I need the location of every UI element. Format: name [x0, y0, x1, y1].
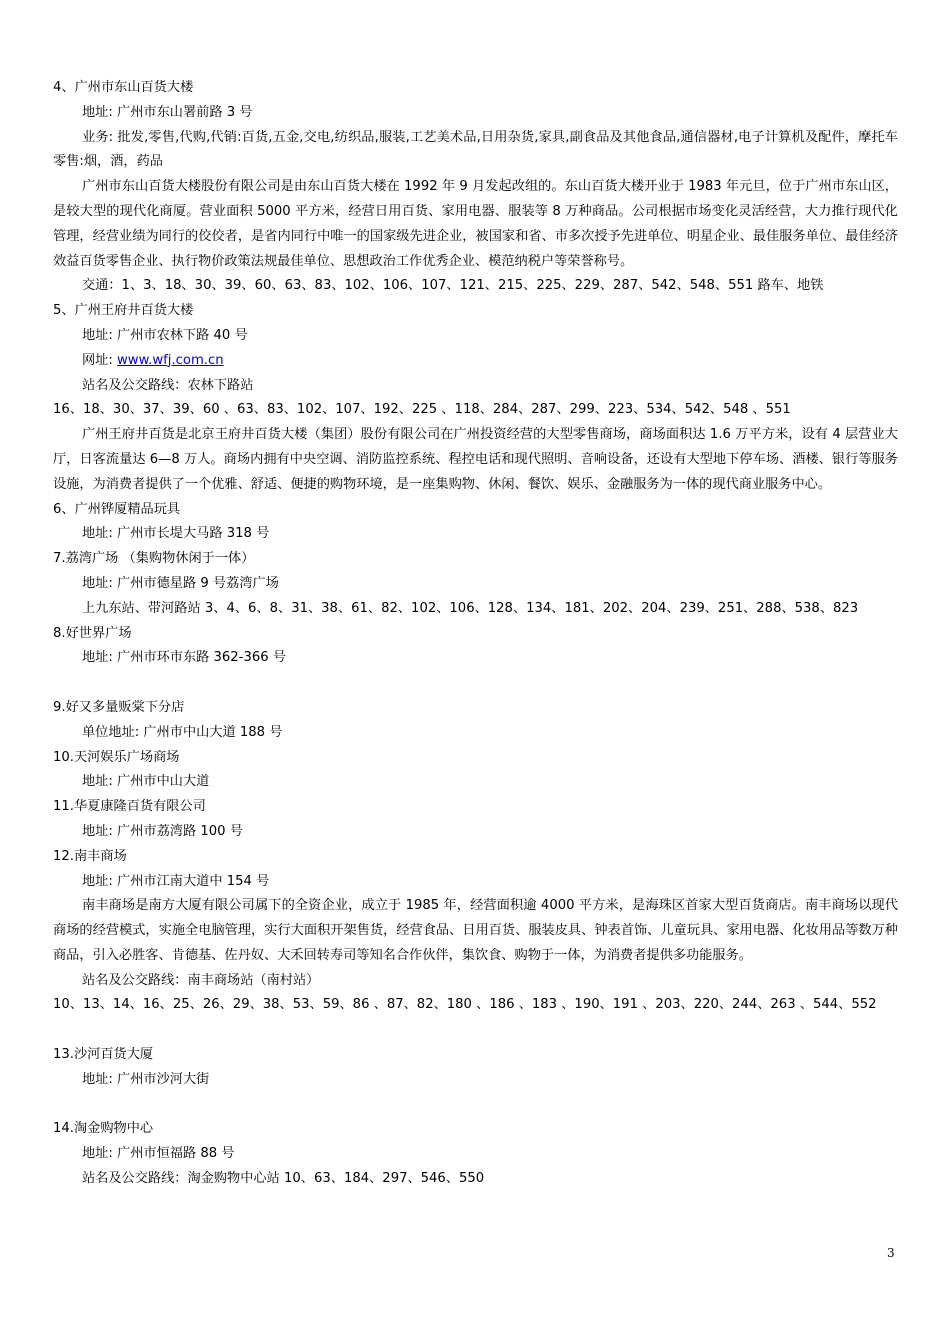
entry-heading: 11.华夏康隆百货有限公司: [53, 799, 206, 815]
entry-station: 站名及公交路线：南丰商场站（南村站）: [82, 972, 320, 988]
entry-transport: 交通：1、3、18、30、39、60、63、83、102、106、107、121、215、225、229、287、542、548、551 路车、地铁: [82, 278, 824, 294]
website-link[interactable]: www.wfj.com.cn: [117, 352, 224, 368]
website-label: 网址:: [82, 352, 118, 368]
entry-heading: 10.天河娱乐广场商场: [53, 749, 180, 765]
entry-address: 地址: 广州市荔湾路 100 号: [82, 823, 243, 839]
entry-address: 地址: 广州市农林下路 40 号: [82, 327, 248, 343]
entry-routes: 10、13、14、16、25、26、29、38、53、59、86 、87、82、180 、186 、183 、190、191 、203、220、244、263 、544、552: [53, 997, 877, 1013]
entry-routes: 16、18、30、37、39、60 、63、83、102、107、192、225 、118、284、287、299、223、534、542、548 、551: [53, 402, 791, 418]
entry-address: 单位地址: 广州市中山大道 188 号: [82, 724, 283, 740]
entry-heading: 7.荔湾广场 （集购物休闲于一体）: [53, 551, 255, 567]
entry-heading: 8.好世界广场: [53, 625, 132, 641]
entry-heading: 13.沙河百货大厦: [53, 1047, 154, 1063]
entry-address: 地址: 广州市德星路 9 号荔湾广场: [82, 575, 279, 591]
spacer: [53, 1093, 898, 1118]
entry-heading: 6、广州铧厦精品玩具: [53, 501, 181, 517]
entry-address: 地址: 广州市环市东路 362-366 号: [82, 650, 286, 666]
entry-heading: 4、广州市东山百货大楼: [53, 80, 194, 95]
entry-routes: 上九东站、带河路站 3、4、6、8、31、38、61、82、102、106、128、134、181、202、204、239、251、288、538、823: [82, 600, 859, 616]
entry-heading: 12.南丰商场: [53, 848, 127, 864]
entry-business: 业务: 批发,零售,代购,代销:百货,五金,交电,纺织品,服装,工艺美术品,日用杂货,家具,副食品及其他食品,通信器材,电子计算机及配件，摩托车零售:烟，酒，药品: [53, 129, 898, 170]
entry-description: 南丰商场是南方大厦有限公司属下的全资企业，成立于 1985 年，经营面积逾 4000 平方米，是海珠区首家大型百货商店。南丰商场以现代商场的经营模式，实施全电脑管理，实行大面积开架售货，经营食品、日用百货、服装皮具、钟表首饰、儿童玩具、家用电器、化妆用品等数万种商品，引入必胜客、肯德基、佐丹奴、大禾回转寿司等知名合作伙伴，集饮食、购物于一体，为消费者提供多功能服务。: [53, 898, 898, 963]
entry-address: 地址: 广州市东山署前路 3 号: [82, 104, 253, 120]
page-number: 3: [887, 1246, 895, 1260]
entry-description: 广州王府井百货是北京王府井百货大楼（集团）股份有限公司在广州投资经营的大型零售商场，商场面积达 1.6 万平方米，设有 4 层营业大厅，日客流量达 6—8 万人。商场内拥有中央空调、消防监控系统、程控电话和现代照明、音响设备，还设有大型地下停车场、酒楼、银行等服务设施，为消费者提供了一个优雅、舒适、便捷的购物环境，是一座集购物、休闲、餐饮、娱乐、金融服务为一体的现代商业服务中心。: [53, 427, 898, 492]
entry-address: 地址: 广州市沙河大街: [82, 1071, 210, 1087]
entry-address: 地址: 广州市中山大道: [82, 774, 210, 790]
entry-heading: 5、广州王府井百货大楼: [53, 303, 194, 319]
spacer: [53, 671, 898, 696]
entry-address: 地址: 广州市江南大道中 154 号: [82, 873, 270, 889]
entry-station: 站名及公交路线：淘金购物中心站 10、63、184、297、546、550: [82, 1171, 485, 1187]
entry-address: 地址: 广州市长堤大马路 318 号: [82, 526, 270, 542]
entry-address: 地址: 广州市恒福路 88 号: [82, 1146, 235, 1162]
document-body: [53, 76, 898, 1192]
entry-description: 广州市东山百货大楼股份有限公司是由东山百货大楼在 1992 年 9 月发起改组的。东山百货大楼开业于 1983 年元旦，位于广州市东山区，是较大型的现代化商厦。营业面积 5000 平方米，经营日用百货、家用电器、服装等 8 万种商品。公司根据市场变化灵活经营，大力推行现代化管理，经营业绩为同行的佼佼者，是省内同行中唯一的国家级先进企业，被国家和省、市多次授予先进单位、明星企业、最佳服务单位、最佳经济效益百货零售企业、执行物价政策法规最佳单位、思想政治工作优秀企业、模范纳税户等荣誉称号。: [53, 179, 898, 269]
entry-website: [53, 349, 898, 374]
spacer: [53, 1018, 898, 1043]
entry-station: 站名及公交路线：农林下路站: [82, 377, 254, 393]
entry-heading: 9.好又多量贩棠下分店: [53, 699, 185, 715]
entry-heading: 14.淘金购物中心: [53, 1121, 154, 1137]
